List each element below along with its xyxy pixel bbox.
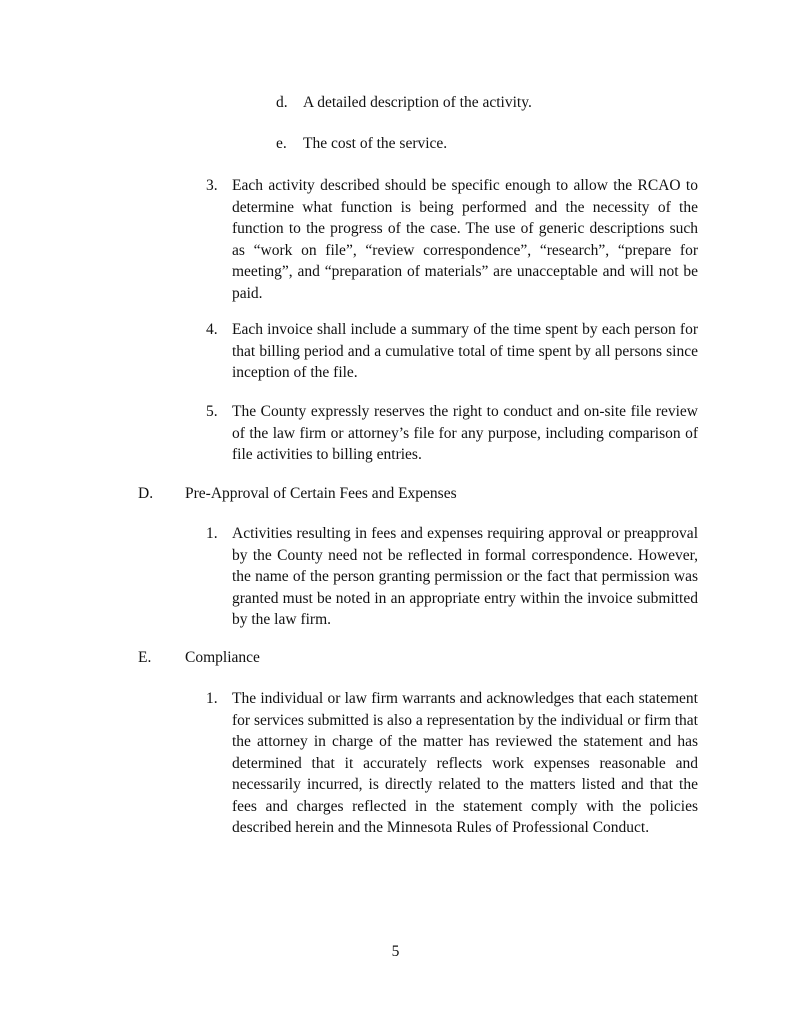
- item-number: 3.: [206, 177, 218, 194]
- item-text: Each invoice shall include a summary of the time spent by each person for that billing period and a cumulative total of time spent by all persons since inception of the file.: [232, 321, 698, 381]
- numbered-item-d1: [206, 523, 698, 631]
- numbered-item-e1: [206, 688, 698, 839]
- item-number: 4.: [206, 321, 218, 338]
- item-text: Activities resulting in fees and expenses requiring approval or preapproval by the County need not be reflected in formal correspondence. However, the name of the person granting permission or the fact that permission was granted must be noted in an appropriate entry within the invoice submitted by the law firm.: [232, 525, 698, 628]
- item-number: 1.: [206, 690, 218, 707]
- section-title: Compliance: [185, 649, 260, 666]
- list-item-label: d.: [276, 94, 288, 111]
- numbered-item-4: [206, 319, 698, 384]
- item-text: The individual or law firm warrants and acknowledges that each statement for services submitted is also a representation by the individual or firm that the attorney in charge of the matter has reviewed the statement and has determined that it accurately reflects work expenses reasonable and necessarily incurred, is directly related to the matters listed and that the fees and charges reflected in the statement comply with the policies described herein and the Minnesota Rules of Professional Conduct.: [232, 690, 698, 836]
- list-item-text: The cost of the service.: [303, 135, 448, 152]
- list-item-label: e.: [276, 135, 287, 152]
- item-number: 5.: [206, 403, 218, 420]
- list-item-text: A detailed description of the activity.: [303, 94, 532, 111]
- item-text: Each activity described should be specific enough to allow the RCAO to determine what function is being performed and the necessity of the function to the progress of the case. The use of generic descriptions such as “work on file”, “review correspondence”, “research”, “prepare for meeting”, and “preparation of materials” are unacceptable and will not be paid.: [232, 177, 698, 302]
- item-number: 1.: [206, 525, 218, 542]
- item-text: The County expressly reserves the right to conduct and on-site file review of the law firm or attorney’s file for any purpose, including comparison of file activities to billing entries.: [232, 403, 698, 463]
- numbered-item-3: [206, 175, 698, 304]
- section-title: Pre-Approval of Certain Fees and Expenses: [185, 485, 457, 502]
- section-label: D.: [138, 485, 154, 502]
- numbered-item-5: [206, 401, 698, 466]
- section-label: E.: [138, 649, 152, 666]
- page-number: 5: [391, 943, 400, 960]
